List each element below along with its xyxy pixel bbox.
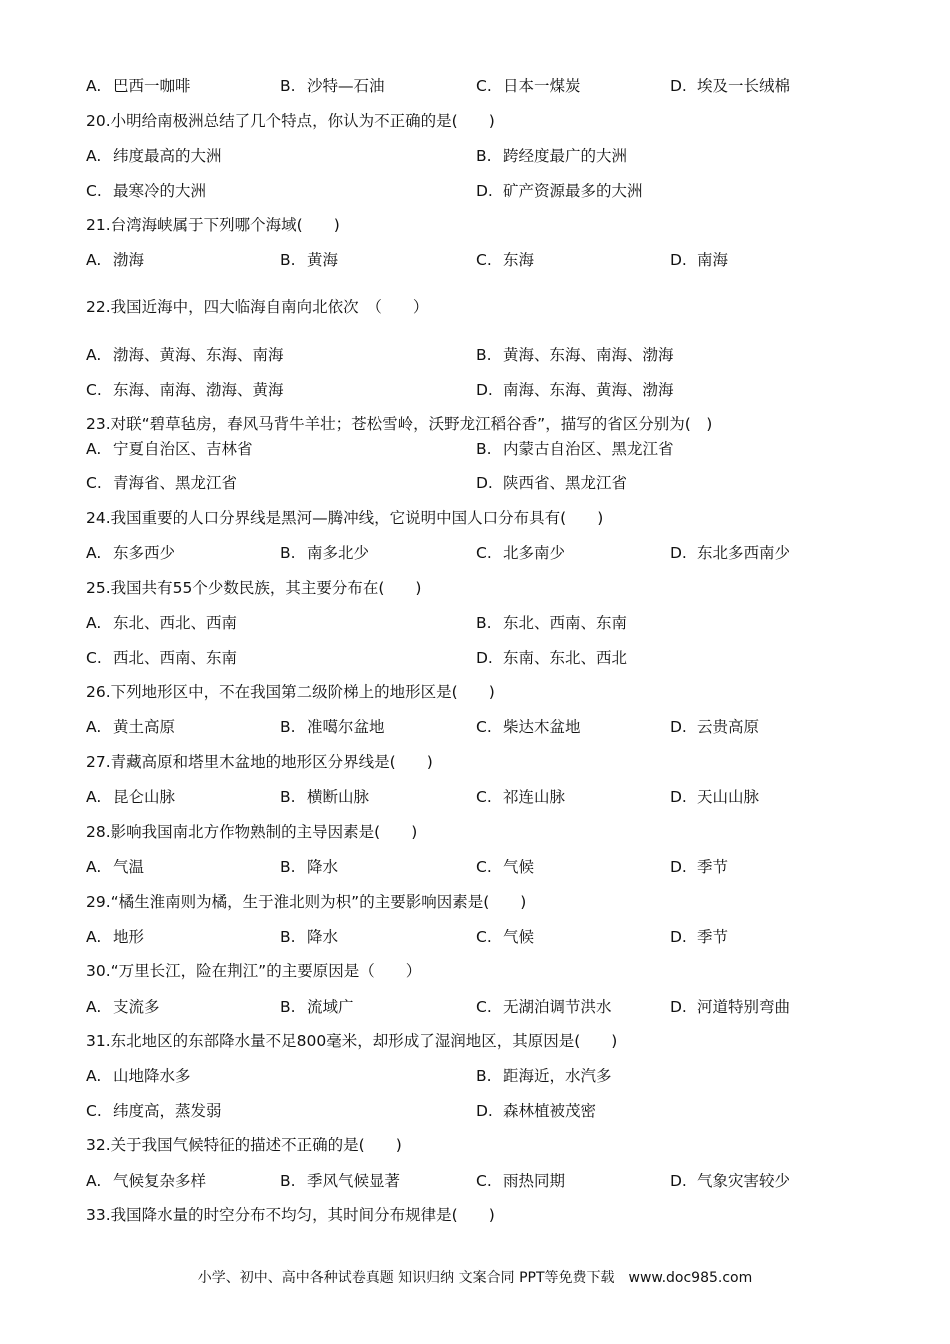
option-item [86,611,237,635]
option-label: A. [86,1172,102,1190]
option-label: A. [86,440,102,458]
option-label: A. [86,346,102,364]
option-label: B. [476,614,492,632]
option-label: C. [476,77,492,95]
options-row [86,1064,886,1088]
option-item [476,144,627,168]
option-text: 渤海 [113,251,145,269]
option-label: B. [476,440,492,458]
option-label: D. [476,649,493,667]
option-text: 东南、东北、西北 [503,649,628,667]
option-item [86,437,253,461]
option-item [476,471,627,495]
options-row [86,646,886,670]
option-text: 南多北少 [307,544,370,562]
option-label: D. [670,998,687,1016]
option-label: B. [280,544,296,562]
option-label: D. [670,77,687,95]
option-text: 东北、西南、东南 [503,614,628,632]
option-label: D. [670,788,687,806]
option-item [476,995,612,1019]
option-label: D. [670,928,687,946]
option-item [86,144,222,168]
options-row [86,715,886,739]
options-row [86,1169,886,1193]
option-text: 雨热同期 [503,1172,566,1190]
question-text: 23.对联“碧草毡房，春风马背牛羊壮；苍松雪岭，沃野龙江稻谷香”，描写的省区分别为( ) [86,415,713,433]
option-label: D. [670,544,687,562]
option-label: A. [86,858,102,876]
option-label: B. [280,77,296,95]
option-label: D. [670,1172,687,1190]
options-row [86,1099,886,1123]
option-label: B. [280,858,296,876]
option-item [476,343,674,367]
option-label: D. [670,718,687,736]
option-text: 气温 [113,858,145,876]
option-item [86,1169,206,1193]
options-row [86,74,886,98]
option-item [280,715,385,739]
option-text: 山地降水多 [113,1067,191,1085]
option-item [86,855,144,879]
option-item [86,378,284,402]
option-item [670,785,759,809]
question-text: 30.“万里长江，险在荆江”的主要原因是（ ） [86,962,422,980]
option-text: 东北、西北、西南 [113,614,238,632]
options-row [86,925,886,949]
option-text: 东多西少 [113,544,176,562]
option-item [280,541,369,565]
option-label: D. [476,182,493,200]
option-label: C. [86,1102,102,1120]
option-item [280,785,369,809]
options-row [86,248,886,272]
option-item [476,248,534,272]
option-text: 陕西省、黑龙江省 [503,474,628,492]
options-row [86,541,886,565]
question-text: 28.影响我国南北方作物熟制的主导因素是( ) [86,823,418,841]
option-text: 流域广 [307,998,354,1016]
option-item [670,74,790,98]
option-item [476,179,643,203]
option-label: C. [86,474,102,492]
option-label: A. [86,998,102,1016]
option-item [476,715,581,739]
option-text: 气候 [503,858,535,876]
option-label: D. [476,474,493,492]
option-text: 纬度最高的大洲 [113,147,222,165]
option-text: 埃及一长绒棉 [697,77,791,95]
option-label: B. [280,251,296,269]
option-label: A. [86,928,102,946]
option-item [86,715,175,739]
question-text: 22.我国近海中，四大临海自南向北依次 （ ） [86,298,429,316]
option-text: 最寒冷的大洲 [113,182,207,200]
option-label: B. [280,1172,296,1190]
option-item [86,179,206,203]
option-label: C. [476,251,492,269]
option-text: 无湖泊调节洪水 [503,998,612,1016]
option-text: 纬度高，蒸发弱 [113,1102,222,1120]
option-item [86,343,284,367]
question-text: 21.台湾海峡属于下列哪个海域( ) [86,216,340,234]
option-label: A. [86,77,102,95]
option-text: 东海、南海、渤海、黄海 [113,381,284,399]
option-text: 内蒙古自治区、黑龙江省 [503,440,674,458]
options-row [86,471,886,495]
option-label: C. [476,718,492,736]
options-row [86,179,886,203]
option-item [280,1169,400,1193]
options-row [86,343,886,367]
option-label: C. [476,788,492,806]
option-text: 森林植被茂密 [503,1102,597,1120]
option-item [280,248,338,272]
option-item [476,925,534,949]
option-text: 气候 [503,928,535,946]
question-text: 24.我国重要的人口分界线是黑河—腾冲线，它说明中国人口分布具有( ) [86,509,604,527]
option-text: 跨经度最广的大洲 [503,147,628,165]
option-text: 渤海、黄海、东海、南海 [113,346,284,364]
option-label: C. [86,182,102,200]
option-text: 矿产资源最多的大洲 [503,182,643,200]
option-label: B. [476,147,492,165]
options-row [86,378,886,402]
option-item [670,248,728,272]
option-item [476,378,674,402]
option-text: 支流多 [113,998,160,1016]
option-label: A. [86,544,102,562]
option-text: 宁夏自治区、吉林省 [113,440,253,458]
option-label: A. [86,251,102,269]
option-item [476,1169,565,1193]
option-label: B. [280,788,296,806]
option-text: 气象灾害较少 [697,1172,791,1190]
options-row [86,855,886,879]
option-label: C. [476,544,492,562]
option-text: 黄海 [307,251,339,269]
options-row [86,785,886,809]
option-item [86,74,191,98]
question-text: 25.我国共有55个少数民族，其主要分布在( ) [86,579,422,597]
option-item [476,1064,612,1088]
option-item [476,611,627,635]
option-item [280,855,338,879]
option-text: 北多南少 [503,544,566,562]
option-label: B. [280,998,296,1016]
option-item [280,995,354,1019]
option-label: B. [476,346,492,364]
question-text: 27.青藏高原和塔里木盆地的地形区分界线是( ) [86,753,433,771]
option-text: 横断山脉 [307,788,370,806]
option-text: 季节 [697,858,729,876]
option-text: 黄海、东海、南海、渤海 [503,346,674,364]
option-text: 天山山脉 [697,788,760,806]
option-label: C. [86,381,102,399]
option-label: B. [280,718,296,736]
option-label: B. [476,1067,492,1085]
option-item [86,1099,222,1123]
option-label: C. [476,998,492,1016]
question-text: 26.下列地形区中，不在我国第二级阶梯上的地形区是( ) [86,683,495,701]
option-text: 东海 [503,251,535,269]
option-item [476,785,565,809]
option-text: 黄土高原 [113,718,176,736]
option-item [476,646,627,670]
option-text: 南海、东海、黄海、渤海 [503,381,674,399]
option-text: 昆仑山脉 [113,788,176,806]
option-item [86,925,144,949]
footer-text: 小学、初中、高中各种试卷真题 知识归纳 文案合同 PPT等免费下载 www.doc985.com [197,1270,753,1286]
question-text: 20.小明给南极洲总结了几个特点，你认为不正确的是( ) [86,112,495,130]
option-text: 祁连山脉 [503,788,566,806]
option-item [86,1064,191,1088]
option-text: 距海近，水汽多 [503,1067,612,1085]
option-text: 西北、西南、东南 [113,649,238,667]
option-label: C. [86,649,102,667]
option-item [476,437,674,461]
option-item [670,925,728,949]
option-text: 南海 [697,251,729,269]
option-item [86,248,144,272]
option-label: C. [476,928,492,946]
option-label: A. [86,147,102,165]
option-text: 东北多西南少 [697,544,791,562]
option-text: 云贵高原 [697,718,760,736]
option-text: 青海省、黑龙江省 [113,474,238,492]
option-item [670,1169,790,1193]
option-text: 日本一煤炭 [503,77,581,95]
option-text: 降水 [307,858,339,876]
options-row [86,611,886,635]
option-item [86,471,237,495]
option-item [476,1099,596,1123]
option-text: 季节 [697,928,729,946]
option-label: A. [86,614,102,632]
option-item [280,925,338,949]
option-item [86,995,160,1019]
option-item [476,855,534,879]
options-row [86,437,886,461]
option-item [86,646,237,670]
question-text: 31.东北地区的东部降水量不足800毫米，却形成了湿润地区，其原因是( ) [86,1032,618,1050]
option-item [670,715,759,739]
option-text: 巴西一咖啡 [113,77,191,95]
question-text: 29.“橘生淮南则为橘，生于淮北则为枳”的主要影响因素是( ) [86,893,527,911]
option-label: D. [670,858,687,876]
option-label: C. [476,1172,492,1190]
question-text: 33.我国降水量的时空分布不均匀，其时间分布规律是( ) [86,1206,495,1224]
option-label: C. [476,858,492,876]
option-item [670,855,728,879]
option-text: 气候复杂多样 [113,1172,207,1190]
option-text: 沙特—石油 [307,77,385,95]
question-text: 32.关于我国气候特征的描述不正确的是( ) [86,1136,402,1154]
option-text: 地形 [113,928,145,946]
option-item [476,74,581,98]
option-text: 季风气候显著 [307,1172,401,1190]
option-label: D. [670,251,687,269]
option-item [670,995,790,1019]
option-text: 河道特别弯曲 [697,998,791,1016]
option-label: D. [476,1102,493,1120]
option-item [86,785,175,809]
option-text: 准噶尔盆地 [307,718,385,736]
option-text: 柴达木盆地 [503,718,581,736]
option-label: A. [86,718,102,736]
option-item [280,74,385,98]
option-item [476,541,565,565]
option-item [86,541,175,565]
option-label: B. [280,928,296,946]
option-label: A. [86,788,102,806]
option-label: A. [86,1067,102,1085]
option-text: 降水 [307,928,339,946]
option-label: D. [476,381,493,399]
option-item [670,541,790,565]
options-row [86,995,886,1019]
options-row [86,144,886,168]
